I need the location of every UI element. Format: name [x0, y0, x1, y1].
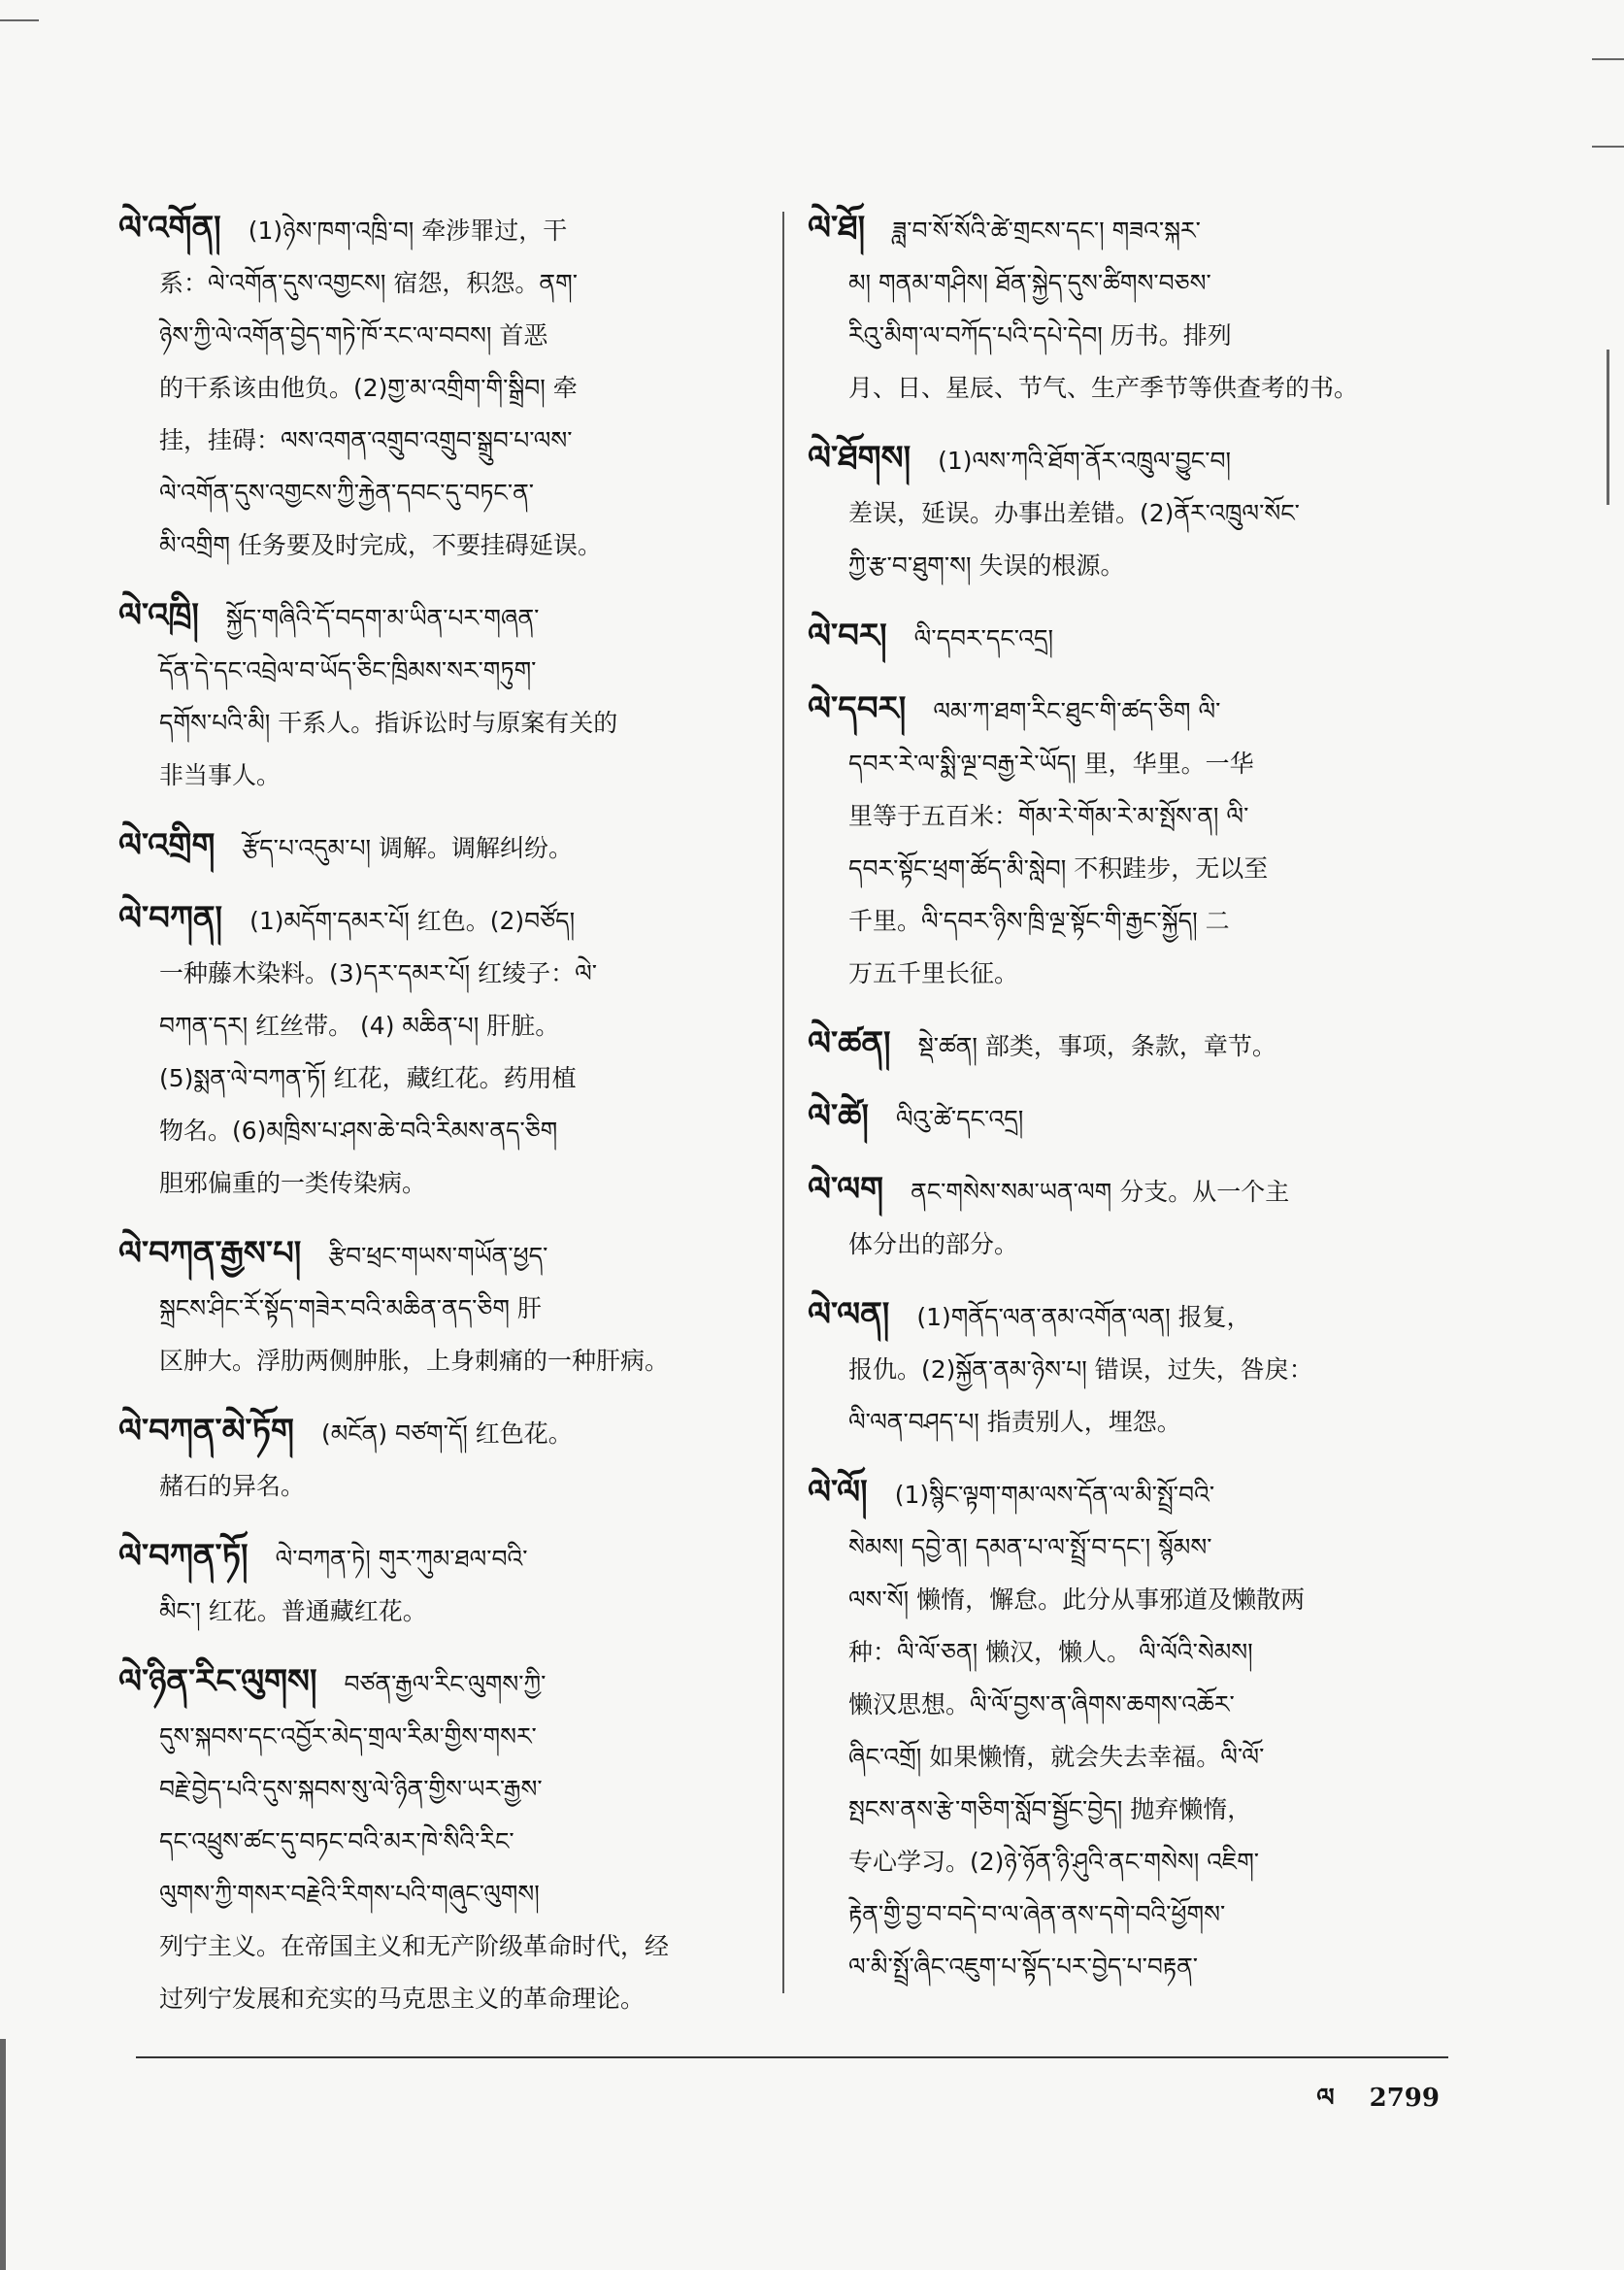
headword: ལེ་འགོན། — [118, 209, 221, 248]
headword: ལེ་འགྲིག — [118, 826, 215, 865]
entry-line — [118, 1335, 767, 1387]
definition-text: 懒汉思想。ལི་ལོ་བྱས་ན་ཞིགས་ཆགས་འཆོར་ — [848, 1690, 1235, 1719]
entry-line — [118, 1530, 767, 1586]
definition-text: ལམ་ཀ་ཐག་རིང་ཐུང་གི་ཚད་ཅིག ལི་ — [933, 697, 1221, 725]
entry-line — [808, 432, 1450, 487]
definition-text: (1)ལས་ཀའི་ཐོག་ནོར་འཁྲུལ་བྱུང་བ། — [938, 447, 1232, 475]
definition-text: དོན་དེ་དང་འབྲེལ་བ་ཡོད་ཅིང་ཁྲིམས་སར་གཏུག་ — [159, 656, 537, 684]
dictionary-entry — [808, 610, 1450, 665]
definition-text: མིང་། 红花。普通藏红花。 — [159, 1597, 427, 1625]
headword: ལེ་ཐོགས། — [808, 439, 911, 478]
definition-text: 体分出的部分。 — [848, 1230, 1019, 1258]
definition-text: དབར་སྟོང་ཕྲག་ཚོད་མི་སླེབ། 不积跬步，无以至 — [848, 854, 1269, 883]
entry-line — [118, 1460, 767, 1513]
definition-text: 里等于五百米：གོམ་རེ་གོམ་རེ་མ་སྤོས་ན། ལི་ — [848, 802, 1249, 830]
footer-letter: ལ — [1316, 2084, 1335, 2113]
definition-text: བཙན་རྒྱལ་རིང་ལུགས་ཀྱི་ — [344, 1670, 547, 1698]
definition-text: ལི་དབར་དང་འདྲ། — [913, 624, 1054, 652]
definition-text: ཞིང་འགྲོ། 如果懒惰，就会失去幸福。ལི་ལོ་ — [848, 1743, 1265, 1771]
entry-line — [118, 750, 767, 802]
margin-mark — [1607, 350, 1609, 505]
entry-line — [118, 1868, 767, 1920]
entry-line — [808, 1344, 1450, 1396]
dictionary-entry — [808, 1090, 1450, 1146]
entry-line — [118, 257, 767, 310]
definition-text: 赭石的异名。 — [159, 1472, 306, 1500]
definition-text: 万五千里长征。 — [848, 959, 1019, 987]
entry-line — [118, 1655, 767, 1711]
entry-line — [808, 1163, 1450, 1218]
definition-text: རྟེན་གྱི་བྱ་བ་བདེ་བ་ལ་ཞེན་ནས་དགེ་བའི་ཕྱོགས་ — [848, 1900, 1226, 1928]
dictionary-entry — [118, 1227, 767, 1387]
entry-line — [118, 948, 767, 1000]
entry-line — [808, 738, 1450, 790]
definition-text: ནང་གསེས་སམ་ཡན་ལག 分支。从一个主 — [911, 1178, 1290, 1206]
definition-text: (1)གནོད་ལན་ནམ་འགོན་ལན། 报复， — [916, 1303, 1251, 1331]
entry-line — [808, 1888, 1450, 1941]
left-column — [118, 202, 767, 2043]
entry-line — [808, 1018, 1450, 1073]
column-divider — [782, 212, 784, 1993]
definition-text: ལི་ལན་བཤད་པ། 指责别人，埋怨。 — [848, 1408, 1181, 1436]
definition-text: (1)མདོག་དམར་པོ། 红色。(2)བཙོད། — [249, 907, 576, 935]
dictionary-entry — [808, 683, 1450, 1000]
definition-text: མ། གནམ་གཤིས། ཐོན་སྐྱེད་དུས་ཚིགས་བཅས་ — [848, 269, 1211, 297]
entry-line — [118, 1973, 767, 2025]
definition-text: ལེ་བཀན་ཏེ། གུར་ཀུམ་ཐལ་བའི་ — [275, 1545, 528, 1573]
definition-text: ཀྱི་རྩ་བ་ཐུག་ས། 失误的根源。 — [848, 551, 1125, 580]
definition-text: 专心学习。(2)ཉེ་ཉོན་ཉི་ཤུའི་ནང་གསེས། འཇིག་ — [848, 1848, 1260, 1876]
dictionary-entry — [118, 1405, 767, 1513]
entry-line — [118, 1052, 767, 1105]
definition-text: ལེ་འགོན་དུས་འགྱངས་ཀྱི་རྐྱེན་དབང་དུ་བཏང་ན་ — [159, 479, 535, 507]
definition-text: 种：ལི་ལོ་ཅན། 懒汉，懒人。 ལི་ལོའི་སེམས། — [848, 1638, 1253, 1666]
entry-line — [118, 1000, 767, 1052]
entry-line — [118, 1105, 767, 1157]
entry-line — [808, 1466, 1450, 1521]
margin-mark — [1592, 58, 1624, 60]
entry-line — [808, 1784, 1450, 1836]
dictionary-entry — [118, 892, 767, 1210]
dictionary-entry — [808, 1466, 1450, 1993]
definition-text: དབར་རེ་ལ་སྨི་ལྔ་བརྒྱ་རེ་ཡོད། 里，华里。一华 — [848, 750, 1254, 778]
entry-line — [118, 1816, 767, 1868]
entry-line — [808, 1218, 1450, 1271]
headword: ལེ་བཀན། — [118, 899, 223, 938]
definition-text: 系：ལེ་འགོན་དུས་འགྱངས། 宿怨，积怨。ནག་ — [159, 269, 578, 297]
definition-text: 区肿大。浮肋两侧肿胀，上身刺痛的一种肝病。 — [159, 1347, 670, 1375]
definition-text: (1)སྙིང་ལྟག་གམ་ལས་དོན་ལ་མི་སྤྲོ་བའི་ — [894, 1481, 1215, 1509]
definition-text: (མངོན) བཙག་དོ། 红色花。 — [320, 1419, 573, 1448]
dictionary-entry — [118, 202, 767, 572]
headword: ལེ་ལོ། — [808, 1473, 868, 1512]
margin-mark — [1592, 146, 1624, 148]
headword: ལེ་ཐོ། — [808, 209, 866, 248]
entry-line — [808, 948, 1450, 1000]
definition-text: བཀན་དར། 红丝带。 (4) མཆིན་པ། 肝脏。 — [159, 1012, 560, 1040]
entry-line — [118, 415, 767, 467]
entry-line — [808, 790, 1450, 843]
definition-text: 物名。(6)མཁྲིས་པ་ཤས་ཆེ་བའི་རིམས་ནད་ཅིག — [159, 1117, 558, 1145]
dictionary-entry — [808, 1163, 1450, 1271]
definition-text: བརྗེ་བྱེད་པའི་དུས་སྐབས་སུ་ལེ་ཉིན་གྱིས་ཡར་རྒྱས་ — [159, 1775, 543, 1803]
headword: ལེ་བཀན་ཏོ། — [118, 1537, 249, 1576]
dictionary-entry — [808, 1288, 1450, 1449]
headword: ལེ་བཀན་རྒྱས་པ། — [118, 1234, 302, 1273]
entry-line — [118, 1227, 767, 1283]
entry-line — [118, 589, 767, 645]
definition-text: དུས་སྐབས་དང་འབྱོར་མེད་གྲལ་རིམ་གྱིས་གསར་ — [159, 1722, 537, 1751]
entry-line — [808, 1731, 1450, 1784]
dictionary-entry — [118, 589, 767, 802]
headword: ལེ་དབར། — [808, 689, 907, 728]
dictionary-entry — [808, 432, 1450, 592]
definition-text: མི་འགྲིག 任务要及时完成，不要挂碍延误。 — [159, 531, 602, 559]
entry-line — [808, 683, 1450, 738]
entry-line — [118, 1405, 767, 1460]
entry-line — [808, 1090, 1450, 1146]
dictionary-entry — [118, 1655, 767, 2025]
corner-mark — [0, 19, 39, 21]
entry-line — [808, 1941, 1450, 1993]
entry-line — [808, 610, 1450, 665]
footer-rule — [136, 2056, 1448, 2058]
entry-line — [118, 467, 767, 519]
margin-mark — [0, 2039, 6, 2270]
entry-line — [118, 202, 767, 257]
entry-line — [118, 1711, 767, 1763]
entry-line — [118, 697, 767, 750]
dictionary-entry — [808, 1018, 1450, 1073]
entry-line — [808, 1836, 1450, 1888]
definition-text: རྩིབ་ཕྲང་གཡས་གཡོན་ཕྱད་ — [328, 1242, 548, 1270]
definition-text: 报仇。(2)སྐྱོན་ནམ་ཉེས་པ། 错误，过失，咎戾： — [848, 1355, 1313, 1384]
entry-line — [808, 1574, 1450, 1626]
definition-text: ལིའུ་ཚེ་དང་འདྲ། — [895, 1105, 1024, 1133]
definition-text: 月、日、星辰、节气、生产季节等供查考的书。 — [848, 374, 1359, 402]
definition-text: 千里。ལི་དབར་ཉིས་ཁྲི་ལྔ་སྟོང་གི་རྒྱང་སྐྱོད། 二 — [848, 907, 1230, 935]
entry-line — [808, 257, 1450, 310]
definition-text: 胆邪偏重的一类传染病。 — [159, 1169, 427, 1197]
entry-line — [808, 1396, 1450, 1449]
definition-text: (5)སྨན་ལེ་བཀན་ཏོ། 红花，藏红花。药用植 — [159, 1064, 577, 1092]
headword: ལེ་བཀན་མེ་ཏོག — [118, 1412, 294, 1451]
entry-line — [118, 519, 767, 572]
definition-text: སྡེ་ཚན། 部类，事项，条款，章节。 — [917, 1032, 1276, 1060]
entry-line — [808, 1288, 1450, 1344]
headword: ལེ་ལན། — [808, 1295, 890, 1334]
definition-text: དགོས་པའི་མི། 干系人。指诉讼时与原案有关的 — [159, 709, 618, 737]
entry-line — [118, 1920, 767, 1973]
headword: ལེ་ཚེ། — [808, 1097, 869, 1136]
definition-text: ལས་སོ། 懒惰，懈怠。此分从事邪道及懒散两 — [848, 1586, 1306, 1614]
definition-text: (1)ཉེས་ཁག་འཁྲི་བ། 牵涉罪过，干 — [248, 217, 568, 245]
definition-text: རིའུ་མིག་ལ་བཀོད་པའི་དཔེ་དེབ། 历书。排列 — [848, 321, 1232, 350]
definition-text: 的干系该由他负。(2)གྱ་མ་འགྲིག་གི་སྒྲིབ། 牵 — [159, 374, 578, 402]
entry-line — [118, 1586, 767, 1638]
entry-line — [808, 1521, 1450, 1574]
definition-text: 非当事人。 — [159, 761, 282, 789]
right-column — [808, 202, 1450, 2011]
headword: ལེ་བར། — [808, 617, 887, 655]
definition-text: 差误，延误。办事出差错。(2)ནོར་འཁྲུལ་སོང་ — [848, 499, 1300, 527]
entry-line — [118, 310, 767, 362]
dictionary-entry — [118, 1530, 767, 1638]
entry-line — [118, 1283, 767, 1335]
entry-line — [808, 843, 1450, 895]
definition-text: རྩོད་པ་འདུམ་པ། 调解。调解纠纷。 — [242, 834, 573, 862]
page-number: 2799 — [1369, 2084, 1440, 2113]
definition-text: སྐྱོད་གཞིའི་དོ་བདག་མ་ཡིན་པར་གཞན་ — [225, 604, 540, 632]
entry-line — [118, 1763, 767, 1816]
definition-text: 列宁主义。在帝国主义和无产阶级革命时代，经 — [159, 1932, 670, 1960]
dictionary-entry — [118, 819, 767, 875]
entry-line — [808, 540, 1450, 592]
entry-line — [808, 1626, 1450, 1679]
entry-line — [808, 362, 1450, 415]
definition-text: སྤངས་ནས་རྩེ་གཅིག་སློབ་སྦྱོང་བྱེད། 抛弃懒惰， — [848, 1795, 1252, 1823]
definition-text: སྐྲངས་ཤིང་རོ་སྟོད་གཟེར་བའི་མཆིན་ནད་ཅིག 肝 — [159, 1294, 542, 1322]
definition-text: ལུགས་ཀྱི་གསར་བརྗེའི་རིགས་པའི་གཞུང་ལུགས། — [159, 1880, 540, 1908]
entry-line — [808, 310, 1450, 362]
definition-text: ལ་མི་སྤྲོ་ཞིང་འཇུག་པ་སྟོད་པར་བྱེད་པ་བརྟན་ — [848, 1953, 1199, 1981]
definition-text: 过列宁发展和充实的马克思主义的革命理论。 — [159, 1985, 646, 2013]
entry-line — [808, 895, 1450, 948]
entry-line — [118, 819, 767, 875]
definition-text: ཟླ་བ་སོ་སོའི་ཚེ་གྲངས་དང་། གཟའ་སྐར་ — [892, 217, 1201, 245]
definition-text: 挂，挂碍：ལས་འགན་འགྲུབ་འགྲུབ་སྒྲུབ་པ་ལས་ — [159, 426, 573, 454]
headword: ལེ་འཁྲི། — [118, 596, 199, 635]
entry-line — [118, 892, 767, 948]
definition-text: 一种藤木染料。(3)དར་དམར་པོ། 红绫子：ལེ་ — [159, 959, 597, 987]
definition-text: སེམས། དབྱེ་ན། དམན་པ་ལ་སྤྲོ་བ་དང་། སྙོམས་ — [848, 1533, 1212, 1561]
headword: ལེ་ལག — [808, 1170, 884, 1209]
entry-line — [808, 487, 1450, 540]
page-footer — [1281, 2070, 1440, 2141]
entry-line — [808, 202, 1450, 257]
definition-text: ཉེས་ཀྱི་ལེ་འགོན་བྱེད་གཏེ་ཁོ་རང་ལ་བབས། 首恶 — [159, 321, 548, 350]
dictionary-entry — [808, 202, 1450, 415]
definition-text: དང་འཕྲུས་ཚང་དུ་བཏང་བའི་མར་ཁེ་སིའི་རིང་ — [159, 1827, 514, 1855]
entry-line — [118, 1157, 767, 1210]
entry-line — [118, 362, 767, 415]
entry-line — [118, 645, 767, 697]
headword: ལེ་ཚན། — [808, 1024, 891, 1063]
entry-line — [808, 1679, 1450, 1731]
headword: ལེ་ཉིན་རིང་ལུགས། — [118, 1662, 317, 1701]
